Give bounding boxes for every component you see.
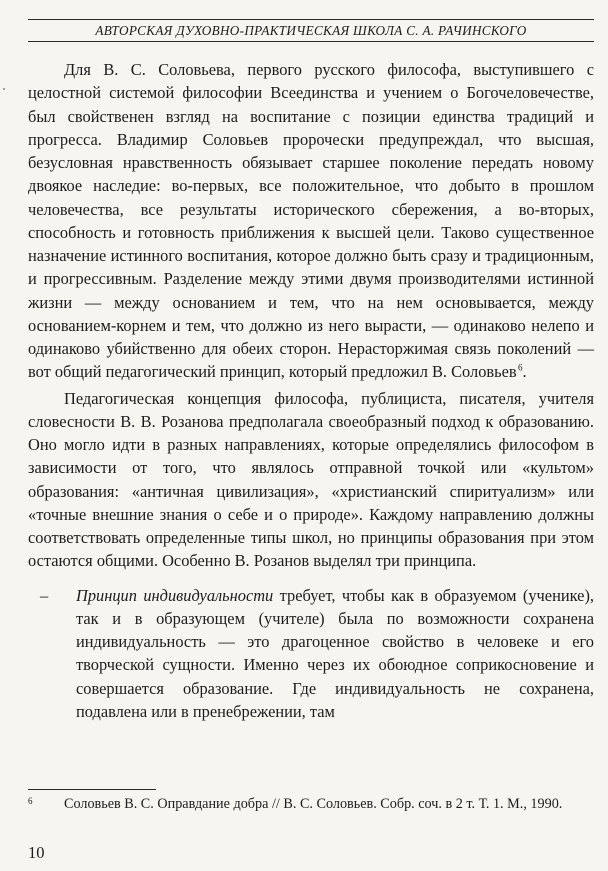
paragraph-solovyov bbox=[28, 58, 594, 384]
footnote-separator bbox=[28, 789, 156, 790]
header-bottom-rule bbox=[28, 41, 594, 42]
header-top-rule bbox=[28, 19, 594, 20]
paragraph-solovyov-end: . bbox=[522, 362, 527, 382]
footnote bbox=[28, 795, 594, 815]
principles-list bbox=[28, 584, 594, 724]
footnote-text: Соловьев В. С. Оправдание добра // В. С. Соловьев. Собр. соч. в 2 т. Т. 1. М., 1990. bbox=[64, 796, 563, 812]
paragraph-rozanov: Педагогическая концепция философа, публициста, писателя, учителя словесности В. В. Розанова предполагала своеобразный подход к образованию. Оно могло идти в разных направлениях, которые определялись философом в зависимости от того, что являлось отправной точкой или «культом» образования: «античная цивилизация», «христианский спиритуализм» или «точные внешние знания о себе и о природе». Каждому направлению должны соответствовать определенные типы школ, но принципы образования при этом остаются общими. Особенно В. Розанов выделял три принципа. bbox=[28, 388, 594, 571]
scan-speck bbox=[3, 88, 5, 90]
page-number: 10 bbox=[28, 843, 45, 862]
list-bullet: – bbox=[40, 585, 49, 605]
paragraph-solovyov-text: Для В. С. Соловьева, первого русского философа, выступившего с целостной системой философии Всеединства и учением о Богочеловечестве, был свойственен взгляд на воспитание с позиции единства традиций и прогресса. Владимир Соловьев пророчески предупреждал, что высшая, безусловная нравственность обязывает старшее поколение передать новому двоякое наследие: во-первых, все положительное, что добыто в прошлом человечества, все результаты исторического сбережения, а во-вторых, способность и готовность приближения к высшей цели. Таково существенное назначение истинного воспитания, которое должно быть сразу и традиционным, и прогрессивным. Разделение между этими двумя производителями истинной жизни — между основанием и тем, что на нем основывается, между основанием-корнем и тем, что должно из него вырасти, — одинаково нелепо и одинаково убийственно для обеих сторон. Нерасторжимая связь поколений — вот общий педагогический принцип, который предложил В. Соловьев bbox=[28, 60, 594, 382]
running-header: АВТОРСКАЯ ДУХОВНО-ПРАКТИЧЕСКАЯ ШКОЛА С. А. РАЧИНСКОГО bbox=[95, 23, 527, 38]
list-item-text: требует, чтобы как в образуемом (ученике), так и в образующем (учителе) была по возможности сохранена индивидуальность — это драгоценное свойство в человеке и его творческой сущности. Именно через их обоюдное соприкосновение и совершается образование. Где индивидуальность не сохранена, подавлена или в пренебрежении, там bbox=[76, 585, 594, 721]
footnote-marker: 6 bbox=[28, 796, 33, 806]
main-text bbox=[28, 58, 594, 723]
list-item bbox=[28, 584, 594, 724]
footnote-reference: 6 bbox=[518, 362, 523, 373]
list-item-term: Принцип индивидуальности bbox=[76, 585, 274, 605]
